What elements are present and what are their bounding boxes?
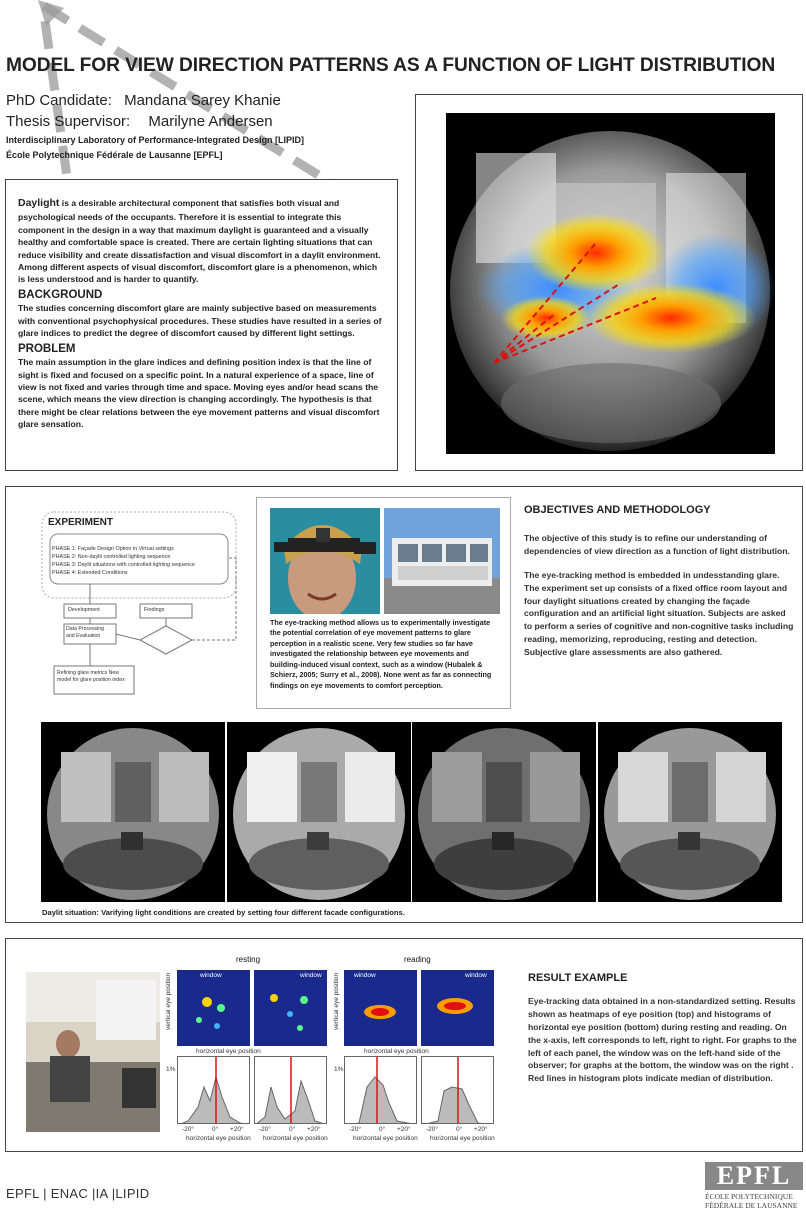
window-label: window [200,972,222,979]
supervisor-name: Marilyne Andersen [148,113,273,130]
tick-label: +20° [230,1126,244,1133]
histogram-reading-right [421,1056,494,1124]
poster-title: MODEL FOR VIEW DIRECTION PATTERNS AS A FUNCTION OF LIGHT DISTRIBUTION [6,55,776,76]
results-title: RESULT EXAMPLE [528,972,628,984]
tick-label: 0° [212,1126,219,1133]
tick-label: -20° [426,1126,438,1133]
reading-label: reading [404,955,431,964]
heatmap-resting-right [254,970,327,1046]
phase-item: PHASE 2: Non-daylit controlled lighting sequence [52,554,171,561]
subject-photo [26,972,160,1132]
fisheye-heatmap-image [446,113,775,454]
tick-label: -20° [349,1126,361,1133]
refining-node: Refining glare metrics New model for glare position index [57,670,125,683]
lab-name: Interdisciplinary Laboratory of Performance-Integrated Design [LIPID] [6,135,305,145]
tick-label: 0° [456,1126,463,1133]
histogram-resting-left [177,1056,250,1124]
phase-list [52,545,195,577]
vertical-axis-label: vertical eye position [165,972,172,1030]
window-label: window [465,972,487,979]
horizontal-axis-label: horizontal eye position [430,1135,495,1142]
epfl-logo [705,1162,803,1210]
findings-node: Findings [144,607,165,613]
eyetracking-text: The eye-tracking method allows us to experimentally investigate the potential correlation of eye movement patterns to glare perception in a realistic scene. Very few studies so far have investigated the relationship between eye movements and building-induced visual context, such as a window (Hubalek & Schierz, 2005; Surry et al., 2008). None went as far as connecting findings on eye movements to comfort perception. [270,618,492,690]
supervisor-line [6,113,273,130]
tick-label: +20° [474,1126,488,1133]
resting-label: resting [236,955,261,964]
heatmap-reading-left [344,970,417,1046]
tick-label: 0° [379,1126,386,1133]
window-label: window [354,972,376,979]
daylit-caption: Daylit situation: Varifying light conditions are created by setting four different facade configurations. [42,908,405,917]
tick-label: 0° [289,1126,296,1133]
vertical-axis-label: vertical eye position [333,972,340,1030]
horizontal-axis-label: horizontal eye position [186,1135,251,1142]
histogram-reading-left [344,1056,417,1124]
phase-item: PHASE 3: Daylit situations with controlled lighting sequence [52,562,195,569]
processing-node: Data Processing and Evaluation [66,626,105,639]
development-node: Development [68,607,100,613]
heatmap-resting-left [177,970,250,1046]
test-room-photo [384,508,500,614]
phase-item: PHASE 4: Extended Conditions [52,570,128,577]
tick-label: -20° [259,1126,271,1133]
supervisor-label: Thesis Supervisor: [6,113,131,130]
horizontal-axis-label: horizontal eye position [364,1048,429,1055]
experiment-title: EXPERIMENT [48,517,114,528]
tick-label: +20° [397,1126,411,1133]
intro-lead-word: Daylight [18,197,60,209]
percent-label: 1% [166,1066,176,1073]
background-heading: BACKGROUND [18,288,103,301]
fisheye-photo [41,722,225,902]
objectives-title: OBJECTIVES AND METHODOLOGY [524,504,711,516]
logo-mark: EPFL [705,1162,803,1190]
heatmap-reading-right [421,970,494,1046]
school-name: École Polytechnique Fédérale de Lausanne [EPFL] [6,150,223,160]
horizontal-axis-label: horizontal eye position [196,1048,261,1055]
eyetracker-photo [270,508,380,614]
candidate-name: Mandana Sarey Khanie [124,92,281,109]
methodology-paragraph: The eye-tracking method is embedded in undesstanding glare. The experiment set up consists of a fixed office room layout and four daylight situations created by changing the façade configuration and an artificial light situation. Subjects are asked to perform a series of cognitive and non-cognitive tasks including reading, memorizing, reproducing, resting and detection. Subjective glare assessments are also gathered. [524,569,794,658]
logo-line1: ÉCOLE POLYTECHNIQUE [705,1192,793,1201]
logo-line2: FÉDÉRALE DE LAUSANNE [705,1200,798,1210]
horizontal-axis-label: horizontal eye position [353,1135,418,1142]
intro-paragraph [18,196,385,286]
footer-affiliations: EPFL | ENAC |IA |LIPID [6,1186,150,1201]
fisheye-photo [412,722,596,902]
candidate-label: PhD Candidate: [6,92,112,109]
fisheye-photo [598,722,782,902]
objectives-paragraph: The objective of this study is to refine our understanding of dependencies of view direction as a function of light distribution. [524,533,790,556]
objectives-text [524,532,794,670]
tick-label: +20° [307,1126,321,1133]
results-text: Eye-tracking data obtained in a non-standardized setting. Results shown as heatmaps of eye position (top) and histograms of horizontal eye position (bottom) during resting and reading. On the x-axis, left corresponds to left, right to right. For graphs to the left of each panel, the window was on the left-hand side of the observer; for graphs at the bottom, the window was on the right . Red lines in histogram plots indicate median of distribution. [528,996,797,1084]
problem-text: The main assumption in the glare indices and defining position index is that the line of sight is fixed and focused on a specific point. In a natural experience of a space, line of view is not fixed and varies through time and space. Moving eyes and/or head scans the scene, which means the view direction is changing accordingly. The hypothesis is that there might be clear relations between the eye movement patterns and visual discomfort glare sensation. [18,357,380,430]
heatmap-figure-frame [415,94,803,471]
intro-panel [5,179,398,471]
phase-item: PHASE 1: Façade Design Option in Virtual settings [52,546,174,552]
intro-lead-text: is a desirable architectural component that satisfies both visual and psychological needs of the occupants. Therefore it is essential to integrate this component in the design in a way that maximum daylight is guaranteed and a visually healthy and comfortable space is created. There are certain lighting situations that can reduce visibility and create dissatisfaction and visual discomfort in a daylit environment. Among different aspects of visual discomfort, discomfort glare is a phenomenon, which is less understood and is harder to quantify. [18,198,381,285]
problem-heading: PROBLEM [18,342,76,355]
histogram-resting-right [254,1056,327,1124]
horizontal-axis-label: horizontal eye position [263,1135,328,1142]
tick-label: -20° [182,1126,194,1133]
fisheye-photo [227,722,411,902]
percent-label: 1% [334,1066,344,1073]
window-label: window [300,972,322,979]
background-text: The studies concerning discomfort glare are mainly subjective based on measurements with conventional psychophysical procedures. These studies have resulted in a series of glare indices to predict the degree of discomfort caused by different light settings. [18,303,382,339]
candidate-line [6,92,281,109]
